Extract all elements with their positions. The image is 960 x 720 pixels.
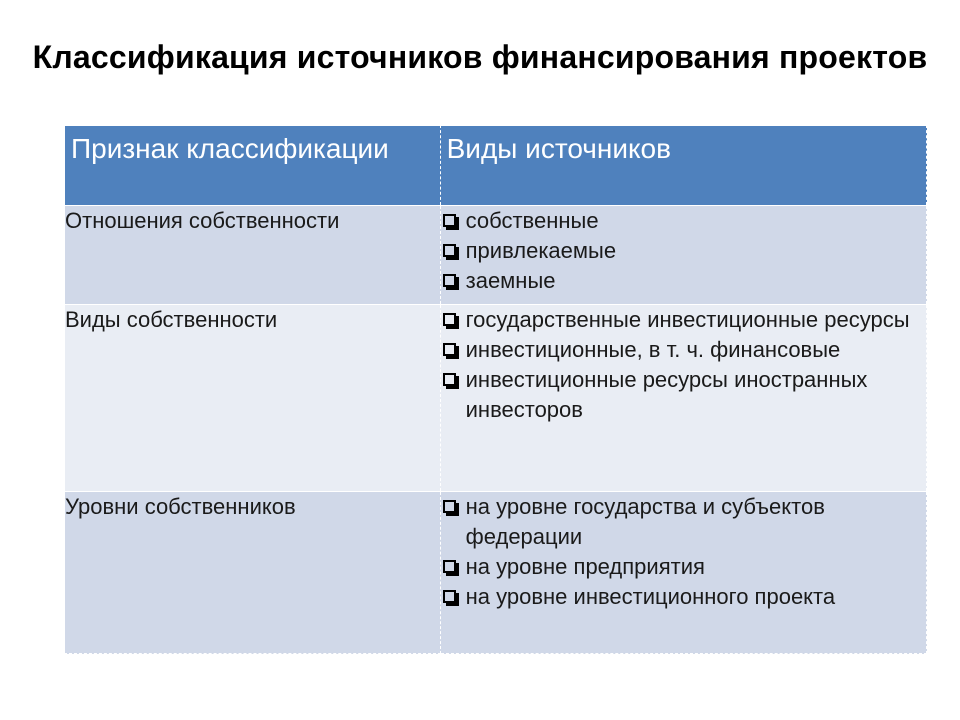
list-item: инвестиционные ресурсы иностранных инвесторов <box>441 365 926 425</box>
list-item: на уровне инвестиционного проекта <box>441 582 926 612</box>
checkbox-icon <box>443 244 456 257</box>
row-criterion: Виды собственности <box>65 305 441 492</box>
checkbox-icon <box>443 343 456 356</box>
classification-table <box>64 125 927 654</box>
checkbox-icon <box>443 274 456 287</box>
checkbox-icon <box>443 373 456 386</box>
row-criterion: Уровни собственников <box>65 492 441 654</box>
header-source-types: Виды источников <box>440 126 926 206</box>
checkbox-icon <box>443 313 456 326</box>
checkbox-icon <box>443 560 456 573</box>
list-item: заемные <box>441 266 926 296</box>
list-item: на уровне государства и субъектов федерации <box>441 492 926 552</box>
list-item: государственные инвестиционные ресурсы <box>441 305 926 335</box>
row-criterion: Отношения собственности <box>65 206 441 305</box>
table-row <box>65 492 927 654</box>
table-row <box>65 206 927 305</box>
header-criterion: Признак классификации <box>65 126 441 206</box>
checkbox-icon <box>443 214 456 227</box>
table-row <box>65 305 927 492</box>
list-item: инвестиционные, в т. ч. финансовые <box>441 335 926 365</box>
table-header-row <box>65 126 927 206</box>
list-item: на уровне предприятия <box>441 552 926 582</box>
row-items <box>440 206 926 305</box>
checkbox-icon <box>443 590 456 603</box>
row-items <box>440 492 926 654</box>
row-items <box>440 305 926 492</box>
page-title: Классификация источников финансирования проектов <box>32 39 928 75</box>
list-item: собственные <box>441 206 926 236</box>
checkbox-icon <box>443 500 456 513</box>
list-item: привлекаемые <box>441 236 926 266</box>
